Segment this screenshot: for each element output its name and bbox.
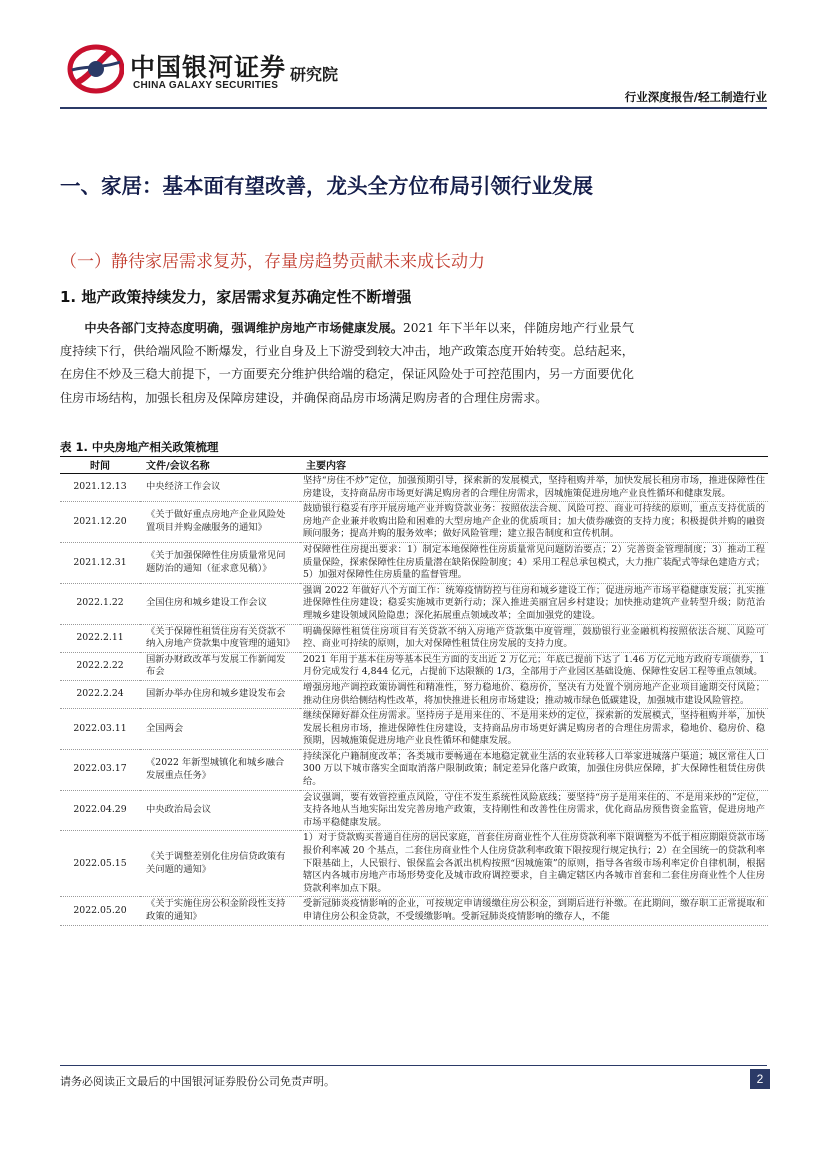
table-row xyxy=(60,502,768,543)
table-row xyxy=(60,583,768,624)
row-content: 增强房地产调控政策协调性和精准性，努力稳地价、稳房价，坚决有力处置个别房地产企业项目逾期交付风险；推动住房供给侧结构性改革，将加快推进长租房市场建设；推动城市绿色低碳建设，加强城市建设风险管控。 xyxy=(300,680,768,708)
table-row xyxy=(60,749,768,790)
table-row xyxy=(60,790,768,831)
row-document-name: 《关于做好重点房地产企业风险处置项目并购金融服务的通知》 xyxy=(140,502,300,543)
row-date: 2022.2.22 xyxy=(60,652,140,680)
row-date: 2022.1.22 xyxy=(60,583,140,624)
row-content: 强调 2022 年做好八个方面工作：统筹疫情防控与住房和城乡建设工作；促进房地产市场平稳健康发展；扎实推进保障性住房建设；稳妥实施城市更新行动；深入推进美丽宜居乡村建设；加快推动建筑产业转型升级；防范治理城乡建设领域风险隐患；深化拓展重点领域改革；全面加强党的建设。 xyxy=(300,583,768,624)
disclaimer-text: 请务必阅读正文最后的中国银河证券股份公司免责声明。 xyxy=(60,1075,335,1088)
body-paragraph xyxy=(60,317,634,410)
column-header-time: 时间 xyxy=(60,457,140,474)
footer-divider xyxy=(60,1065,767,1066)
galaxy-logo-icon xyxy=(66,42,124,94)
row-date: 2022.2.11 xyxy=(60,624,140,652)
table-row xyxy=(60,652,768,680)
row-document-name: 国新办举办住房和城乡建设发布会 xyxy=(140,680,300,708)
row-document-name: 中央经济工作会议 xyxy=(140,474,300,502)
table-row xyxy=(60,897,768,925)
row-document-name: 《关于调整差别化住房信贷政策有关问题的通知》 xyxy=(140,831,300,897)
paragraph-body: 2021 年下半年以来，伴随房地产行业景气度持续下行，供给端风险不断爆发，行业自身及上下游受到较大冲击，地产政策态度开始转变。总结起来，在房住不炒及三稳大前提下，一方面要充分维护供给端的稳定，保证风险处于可控范围内，另一方面要优化住房市场结构，加强长租房及保障房建设，并确保商品房市场满足购房者的合理住房需求。 xyxy=(60,321,635,405)
row-date: 2022.04.29 xyxy=(60,790,140,831)
table-row xyxy=(60,474,768,502)
row-content: 2021 年用于基本住房等基本民生方面的支出近 2 万亿元；年底已提前下达了 1.46 万亿元地方政府专项债券，1 月份完成发行 4,844 亿元，占提前下达限额的 1/3，全部用于产业园区基础设施、保障性安居工程等重点领域。 xyxy=(300,652,768,680)
row-document-name: 《关于实施住房公积金阶段性支持政策的通知》 xyxy=(140,897,300,925)
row-document-name: 《关于加强保障性住房质量常见问题防治的通知（征求意见稿）》 xyxy=(140,542,300,583)
header-divider xyxy=(60,107,767,109)
row-content: 对保障性住房提出要求：1）制定本地保障性住房质量常见问题防治要点；2）完善资金管理制度；3）推动工程质量保险，探索保障性住房质量潜在缺陷保险制度；4）采用工程总承包模式，大力推广装配式等绿色建造方式；5）加强对保障性住房质量的监督管理。 xyxy=(300,542,768,583)
row-date: 2022.03.17 xyxy=(60,749,140,790)
table-row xyxy=(60,831,768,897)
topic-heading: 1. 地产政策持续发力，家居需求复苏确定性不断增强 xyxy=(60,288,412,306)
row-date: 2022.05.20 xyxy=(60,897,140,925)
row-document-name: 中央政治局会议 xyxy=(140,790,300,831)
row-content: 明确保障性租赁住房项目有关贷款不纳入房地产贷款集中度管理，鼓励银行业金融机构按照依法合规、风险可控、商业可持续的原则，加大对保障性租赁住房发展的支持力度。 xyxy=(300,624,768,652)
row-content: 受新冠肺炎疫情影响的企业，可按规定申请缓缴住房公积金，到期后进行补缴。在此期间，缴存职工正常提取和申请住房公积金贷款，不受缓缴影响。受新冠肺炎疫情影响的缴存人，不能 xyxy=(300,897,768,925)
report-type-label: 行业深度报告/轻工制造行业 xyxy=(624,90,767,104)
row-document-name: 《2022 年新型城镇化和城乡融合发展重点任务》 xyxy=(140,749,300,790)
table-header-row xyxy=(60,457,768,474)
column-header-name: 文件/会议名称 xyxy=(140,457,300,474)
row-date: 2022.2.24 xyxy=(60,680,140,708)
table-row xyxy=(60,680,768,708)
section-heading: 一、家居：基本面有望改善，龙头全方位布局引领行业发展 xyxy=(60,174,593,198)
page-number: 2 xyxy=(750,1069,770,1089)
brand-name-cn: 中国银河证券 xyxy=(130,53,287,82)
brand-name-en: CHINA GALAXY SECURITIES xyxy=(133,80,279,91)
row-document-name: 《关于保障性租赁住房有关贷款不纳入房地产贷款集中度管理的通知》 xyxy=(140,624,300,652)
policy-table xyxy=(60,456,768,1051)
row-document-name: 全国两会 xyxy=(140,709,300,750)
row-date: 2021.12.31 xyxy=(60,542,140,583)
row-content: 坚持“房住不炒”定位，加强预期引导，探索新的发展模式，坚持租购并举，加快发展长租房市场，推进保障性住房建设，支持商品房市场更好满足购房者的合理住房需求，因城施策促进房地产业良性循环和健康发展。 xyxy=(300,474,768,502)
column-header-content: 主要内容 xyxy=(300,457,768,474)
table-row xyxy=(60,542,768,583)
brand-subname: 研究院 xyxy=(290,65,339,84)
row-content: 持续深化户籍制度改革；各类城市要畅通在本地稳定就业生活的农业转移人口举家进城落户渠道；城区常住人口 300 万以下城市落实全面取消落户限制政策；制定差异化落户政策，加强住房供应保障，扩大保障性租赁住房供给。 xyxy=(300,749,768,790)
row-document-name: 全国住房和城乡建设工作会议 xyxy=(140,583,300,624)
row-content: 1）对于贷款购买普通自住房的居民家庭，首套住房商业性个人住房贷款利率下限调整为不低于相应期限贷款市场报价利率减 20 个基点，二套住房商业性个人住房贷款利率政策下限按现行规定执行；2）在全国统一的贷款利率下限基础上，人民银行、银保监会各派出机构按照“因城施策”的原则，指导各省级市场利率定价自律机制，根据辖区内各城市房地产市场形势变化及城市政府调控要求，自主确定辖区内各城市首套和二套住房商业性个人住房贷款利率加点下限。 xyxy=(300,831,768,897)
row-content: 会议强调，要有效管控重点风险，守住不发生系统性风险底线；要坚持“房子是用来住的、不是用来炒的”定位，支持各地从当地实际出发完善房地产政策，支持刚性和改善性住房需求，优化商品房预售资金监管，促进房地产市场平稳健康发展。 xyxy=(300,790,768,831)
paragraph-lead: 中央各部门支持态度明确，强调维护房地产市场健康发展。 xyxy=(84,321,404,335)
row-content: 继续保障好群众住房需求。坚持房子是用来住的、不是用来炒的定位，探索新的发展模式，坚持租购并举，加快发展长租房市场，推进保障性住房建设，支持商品房市场更好满足购房者的合理住房需求，稳地价、稳房价、稳预期，因城施策促进房地产业良性循环和健康发展。 xyxy=(300,709,768,750)
row-date: 2022.05.15 xyxy=(60,831,140,897)
table-caption: 表 1. 中央房地产相关政策梳理 xyxy=(60,440,219,454)
table-row xyxy=(60,624,768,652)
table-row xyxy=(60,709,768,750)
row-content: 鼓励银行稳妥有序开展房地产业并购贷款业务：按照依法合规、风险可控、商业可持续的原则，重点支持优质的房地产企业兼并收购出险和困难的大型房地产企业的优质项目；加大债券融资的支持力度；积极提供并购的融资顾问服务；提高并购的服务效率；做好风险管理；建立报告制度和宣传机制。 xyxy=(300,502,768,543)
row-date: 2021.12.20 xyxy=(60,502,140,543)
row-date: 2021.12.13 xyxy=(60,474,140,502)
row-document-name: 国新办财政改革与发展工作新闻发布会 xyxy=(140,652,300,680)
row-date: 2022.03.11 xyxy=(60,709,140,750)
subsection-heading: （一）静待家居需求复苏，存量房趋势贡献未来成长动力 xyxy=(60,252,485,272)
